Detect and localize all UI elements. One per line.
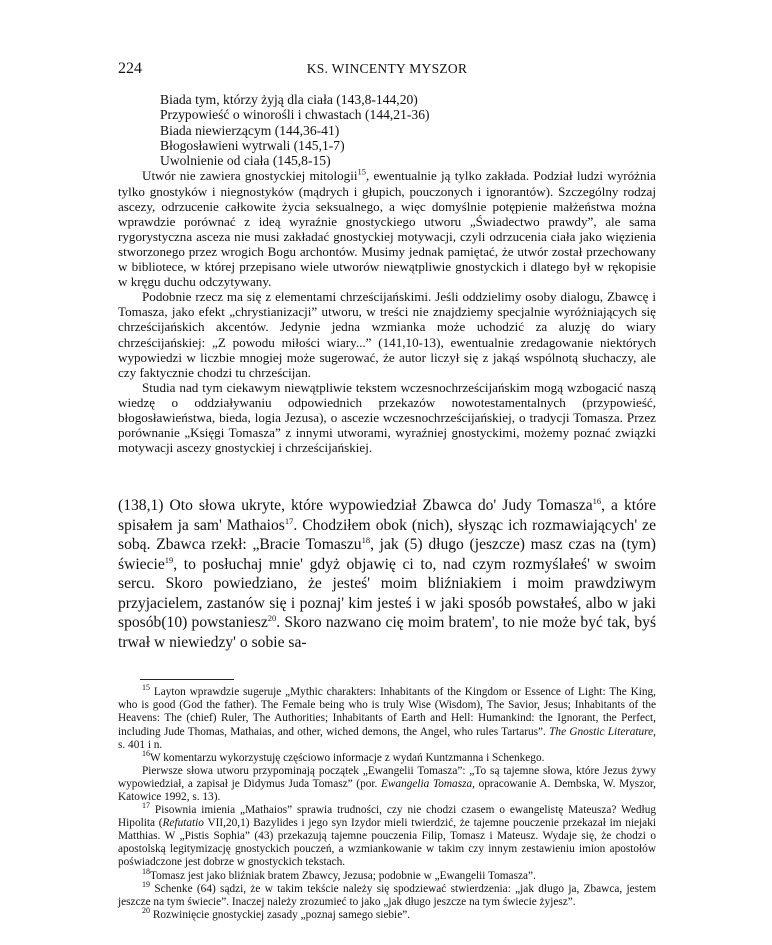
footnote-divider [140, 679, 234, 680]
paragraph-christian-elements: Podobnie rzecz ma się z elementami chrześcijańskimi. Jeśli oddzielimy osoby dialogu, Zbawcę i Tomasza, jako efekt „chrystianizacji” utworu, w treści nie znajdziemy specjalnie wyróżniających się chrześcijańskich akcentów. Jedynie jedna wzmianka może uchodzić za aluzję do wiary chrześcijańskiej: „Z powodu miłości wiary...” (141,10-13), ewentualnie zredagowanie niektórych wypowiedzi w liczbie mnogiej może sugerować, że autor liczył się z jakąś wspólnotą słuchaczy, ale czy faktycznie chodzi tu chrześcijan. [118, 289, 656, 380]
translation-paragraph: (138,1) Oto słowa ukryte, które wypowiedział Zbawca do' Judy Tomasza$^{16}$, a które spisałem ja sam' Mathaios$^{17}$. Chodziłem obok (nich), słysząc ich rozmawiających' ze sobą. Zbawca rzekł: „Bracie Tomaszu$^{18}$, jak (5) długo (jeszcze) masz czas na (tym) świecie$^{19}$, to posłuchaj mnie' gdyż objawię ci to, nad czym rozmyślałeś' w swoim sercu. Skoro powiedziano, że jesteś' moim bliźniakiem i moim prawdziwym przyjacielem, zastanów się i poznaj' kim jesteś i w jaki sposób powstałeś, albo w jaki sposób(10) powstaniesz$^{20}$. Skoro nazwano cię moim bratem', to nie może być tak, byś trwał w niewiedzy' o sobie sa- [118, 496, 657, 651]
section-list-item: Błogosławieni wytrwali (145,1-7) [160, 137, 345, 153]
footnote-16: $^{16}$W komentarzu wykorzystuję częściowo informacje z wydań Kuntzmanna i Schenkego. [142, 748, 545, 764]
translation-text [118, 496, 656, 652]
page-header [118, 60, 656, 82]
footnote-18: $^{18}$Tomasz jest jako bliźniak bratem Zbawcy, Jezusa; podobnie w „Ewangelii Tomasza”. [142, 866, 536, 882]
page-number: 224 [118, 60, 142, 77]
section-list-item: Biada tym, którzy żyją dla ciała (143,8-144,20) [160, 92, 418, 107]
footnote-19: $^{19}$ Schenke (64) sądzi, że w takim tekście należy się spodziewać stwierdzenia: „jak długo ja, Zbawca, jestem jeszcze na tym świecie”. Inaczej należy zrozumieć to jako „jak długo jeszcze na tym świecie żyjesz”. [118, 879, 656, 908]
paragraph-gnostic-mythology: Utwór nie zawiera gnostyckiej mitologii$^{15}$, ewentualnie ją tylko zakłada. Podział ludzi wyróżnia tylko gnostyków i niegnostyków (mądrych i głupich, pouczonych i ignorantów). Szczególny rodzaj ascezy, odrzucenie całkowite życia seksualnego, a więc domyślnie potępienie małżeństwa można wprawdzie porównać z ideą wyraźnie gnostyckiego utworu „Świadectwo prawdy”, ale sama rygorystyczna asceza nie musi zakładać gnostyckiej motywacji, czyli odrzucenia ciała jako więzienia stworzonego przez wrogich Bogu archontów. Musimy jednak pamiętać, że utwór został przechowany w bibliotece, w której przepisano wiele utworów niewątpliwie gnostyckich i dlatego był w rękopisie w kręgu duchu odczytywany. [118, 167, 656, 290]
running-head: KS. WINCENTY MYSZOR [306, 61, 468, 76]
footnote-17: $^{17}$ Pisownia imienia „Mathaios” sprawia trudności, czy nie chodzi czasem o ewangelistę Mateusza? Według Hipolita (Refutatio VII,20,1) Bazylides i jego syn Izydor mieli twierdzić, że tajemne pouczenie przekazał im niejaki Matthias. W „Pistis Sophia” (43) przekazują tajemne pouczenia Filip, Tomasz i Mateusz. Wydaje się, że chodzi o apostolską legitymizację gnostyckich pouczeń, a wzmiankowanie w takim czy innym zestawieniu imion apostołów poświadczone jest dobrze w gnostyckich tekstach. [118, 801, 656, 869]
paragraph-studies: Studia nad tym ciekawym niewątpliwie tekstem wczesnochrześcijańskim mogą wzbogacić naszą wiedzę o oddziaływaniu odpowiednich przekazów nowotestamentalnych (przypowieść, błogosławieństwa, bieda, logia Jezusa), o ascezie wczesnochrześcijańskiej, o tradycji Tomasza. Przez porównanie „Księgi Tomasza” z innymi utworami, wyraźniej gnostyckimi, możemy poznać związki motywacji ascezy gnostyckiej i chrześcijańskiej. [118, 379, 656, 456]
footnote-16-continued: Pierwsze słowa utworu przypominają początek „Ewangelii Tomasza”: „To są tajemne słowa, które Jezus żywy wypowiedział, a zapisał je Didymus Juda Tomasz” (por. Ewangelia Tomasza, opracowanie A. Dembska, W. Myszor, Katowice 1992, s. 13). [118, 764, 656, 804]
document-page [118, 60, 656, 922]
section-list-item: Przypowieść o winorośli i chwastach (144,21-36) [160, 107, 430, 123]
section-list [160, 92, 656, 168]
footnote-15: $^{15}$ Layton wprawdzie sugeruje „Mythic charakters: Inhabitants of the Kingdom or Essence of Light: The King, who is good (God the father). The Female being who is truly Wise (Wisdom), The Savior, Jesus; Inhabitants of the Heavens: The (chief) Ruler, The Authorities; Inhabitants of Earth and Hell: Humankind: the Ignorant, the Perfect, including Jude Thomas, Mathaias, and other, wiched demons, the Angel, who rules Tartarus”. The Gnostic Literature, s. 401 i n. [118, 683, 656, 751]
footnotes [118, 683, 656, 922]
section-list-item: Biada niewierzącym (144,36-41) [160, 122, 340, 138]
section-list-item: Uwolnienie od ciała (145,8-15) [160, 153, 331, 169]
footnote-20: $^{20}$ Rozwinięcie gnostyckiej zasady „poznaj samego siebie”. [142, 906, 411, 921]
